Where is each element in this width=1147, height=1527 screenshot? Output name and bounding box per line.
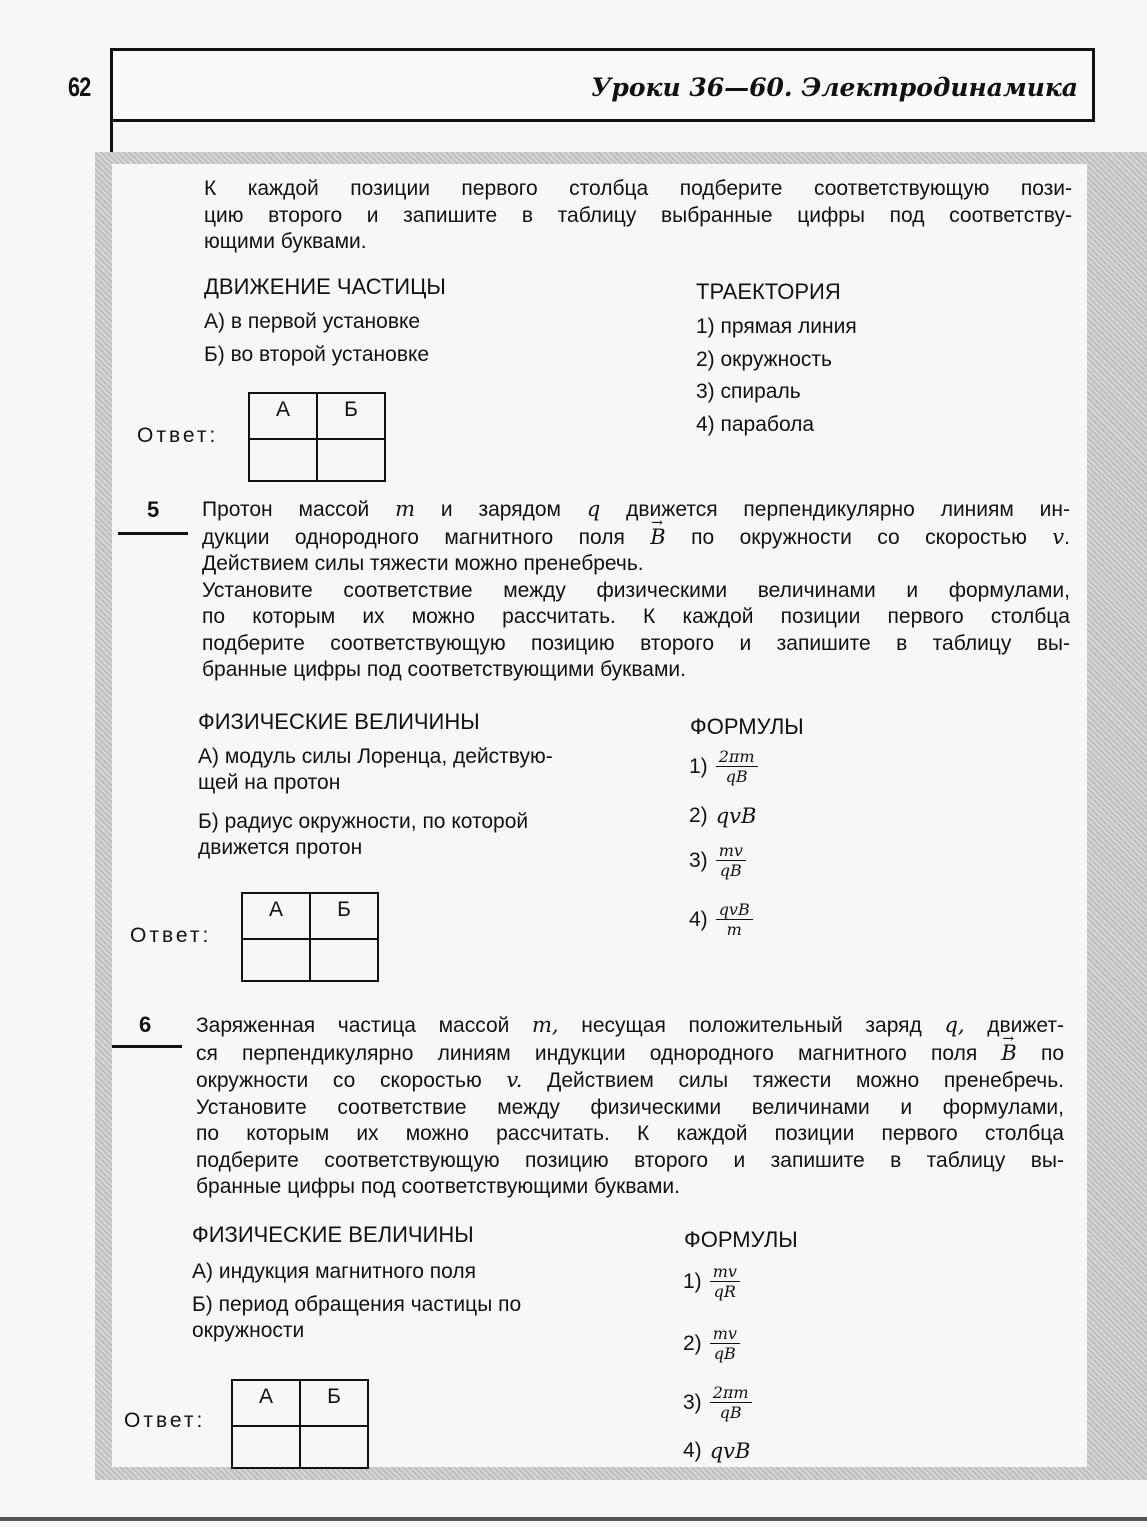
text-line: Действием силы тяжести можно пренебречь. xyxy=(202,552,644,575)
answer-label: Ответ: xyxy=(124,1409,206,1432)
left-item-b xyxy=(192,1292,521,1344)
right-column-title: ФОРМУЛЫ xyxy=(690,714,804,739)
formula-number: 4) xyxy=(689,907,708,931)
page-header xyxy=(110,48,1095,122)
formula-3 xyxy=(683,1383,752,1422)
answer-cell-a[interactable] xyxy=(242,939,310,981)
left-item-b: Б) во второй установке xyxy=(204,343,430,366)
fraction xyxy=(710,1383,752,1422)
denominator: m xyxy=(726,920,742,939)
answer-col-b: Б xyxy=(317,393,385,439)
symbol-m: m, xyxy=(532,1013,559,1037)
fraction xyxy=(710,1262,740,1301)
text-fragment: по xyxy=(1016,1041,1064,1065)
task-rule xyxy=(118,532,188,535)
fraction xyxy=(716,900,753,939)
content-area xyxy=(112,164,1087,1467)
formula-number: 3) xyxy=(689,848,708,872)
symbol-q: q, xyxy=(944,1013,965,1037)
formula-text: qvB xyxy=(715,804,757,828)
answer-col-b: Б xyxy=(300,1380,368,1426)
text-line: бранные цифры под соответствующими буквами. xyxy=(202,658,686,681)
fraction xyxy=(710,1324,740,1363)
right-column-title: ТРАЕКТОРИЯ xyxy=(696,279,841,304)
answer-label: Ответ: xyxy=(130,924,212,947)
formula-number: 1) xyxy=(683,1269,702,1293)
text-line: А) модуль силы Лоренца, действую- xyxy=(198,745,553,768)
text-line: ющими буквами. xyxy=(204,230,367,253)
task-number: 6 xyxy=(139,1012,152,1037)
text-fragment: Действием силы тяжести можно пренебречь. xyxy=(522,1069,1064,1092)
left-column-title: ФИЗИЧЕСКИЕ ВЕЛИЧИНЫ xyxy=(192,1222,474,1247)
right-item-4: 4) парабола xyxy=(696,413,815,436)
text-fragment: несущая положительный заряд xyxy=(558,1014,945,1037)
text-line: по которым их можно рассчитать. К каждой позиции первого столбца xyxy=(202,605,1070,628)
symbol-v: v xyxy=(1052,524,1065,549)
answer-cell-b[interactable] xyxy=(317,439,385,481)
text-line: Установите соответствие между физическими величинами и формулами, xyxy=(196,1095,1064,1119)
answer-cell-b[interactable] xyxy=(300,1426,368,1468)
numerator: qvB xyxy=(716,900,753,920)
text-fragment: окружности со скоростью xyxy=(196,1069,507,1092)
text-fragment: движется перпендикулярно линиям ин- xyxy=(600,498,1070,521)
text-line: цию второго и запишите в таблицу выбранные цифры под соответству- xyxy=(204,203,1072,227)
answer-cell-b[interactable] xyxy=(310,939,378,981)
denominator: qB xyxy=(713,1344,736,1363)
text-line: Б) период обращения частицы по xyxy=(192,1293,522,1316)
page-number: 62 xyxy=(68,72,91,102)
left-item-a xyxy=(198,744,553,796)
header-title: Уроки 36—60. Электродинамика xyxy=(591,73,1078,102)
text-line: К каждой позиции первого столбца подберите соответствующую пози- xyxy=(204,177,1072,200)
text-fragment: Заряженная частица массой xyxy=(196,1014,533,1037)
text-fragment: дукции однородного магнитного поля xyxy=(202,525,651,549)
fraction xyxy=(716,747,758,786)
left-column-title: ДВИЖЕНИЕ ЧАСТИЦЫ xyxy=(204,274,446,299)
formula-1 xyxy=(683,1262,740,1301)
vector-b: → B xyxy=(650,524,665,551)
answer-cell-a[interactable] xyxy=(232,1426,300,1468)
answer-cell-a[interactable] xyxy=(249,439,317,481)
denominator: qB xyxy=(719,861,742,880)
right-item-1: 1) прямая линия xyxy=(696,315,857,338)
left-item-a: А) в первой установке xyxy=(204,310,421,333)
numerator: mv xyxy=(710,1324,740,1344)
text-fragment: . xyxy=(1064,525,1070,549)
task-rule xyxy=(112,1045,182,1048)
task6-text xyxy=(196,1012,1064,1201)
numerator: mv xyxy=(716,841,746,861)
answer-col-a: А xyxy=(249,393,317,439)
text-line: по которым их можно рассчитать. К каждой позиции первого столбца xyxy=(196,1122,1064,1145)
task-number: 5 xyxy=(147,497,160,522)
text-line: Установите соответствие между физическими величинами и формулами, xyxy=(202,578,1070,602)
text-line: подберите соответствующую позицию второго и запишите в таблицу вы- xyxy=(202,631,1070,655)
denominator: qB xyxy=(719,1403,742,1422)
text-line: движется протон xyxy=(198,836,363,859)
right-item-2: 2) окружность xyxy=(696,348,832,371)
formula-number: 2) xyxy=(683,1331,702,1355)
text-line: щей на протон xyxy=(198,771,341,794)
formula-2 xyxy=(689,804,756,828)
text-fragment: Протон массой xyxy=(202,498,396,521)
left-item-b xyxy=(198,809,528,861)
text-line: Б) радиус окружности, по которой xyxy=(198,810,529,833)
text-line: бранные цифры под соответствующими буквами. xyxy=(196,1175,680,1198)
formula-3 xyxy=(689,841,746,880)
answer-table xyxy=(241,892,379,982)
numerator: mv xyxy=(710,1262,740,1282)
answer-col-b: Б xyxy=(310,893,378,939)
text-fragment: и зарядом xyxy=(415,498,587,521)
symbol-m: m xyxy=(395,497,416,521)
symbol-q: q xyxy=(586,497,601,521)
symbol-v: v. xyxy=(506,1068,523,1092)
numerator: 2πm xyxy=(716,747,758,767)
answer-table xyxy=(231,1379,369,1469)
answer-col-a: А xyxy=(242,893,310,939)
text-fragment: движет- xyxy=(964,1014,1064,1037)
answer-col-a: А xyxy=(232,1380,300,1426)
text-line: подберите соответствующую позицию второго и запишите в таблицу вы- xyxy=(196,1148,1064,1172)
task5-text xyxy=(202,496,1070,684)
formula-number: 1) xyxy=(689,754,708,778)
formula-4 xyxy=(689,900,753,939)
formula-1 xyxy=(689,747,758,786)
intro-instruction xyxy=(204,176,1072,256)
formula-number: 2) xyxy=(689,804,708,827)
vector-b: → B xyxy=(1001,1040,1016,1067)
denominator: qB xyxy=(725,767,748,786)
formula-2 xyxy=(683,1324,740,1363)
formula-number: 3) xyxy=(683,1390,702,1414)
left-column-title: ФИЗИЧЕСКИЕ ВЕЛИЧИНЫ xyxy=(198,709,480,734)
left-item-a: А) индукция магнитного поля xyxy=(192,1260,476,1283)
right-column-title: ФОРМУЛЫ xyxy=(684,1227,798,1252)
fraction xyxy=(716,841,746,880)
bottom-rule xyxy=(0,1517,1147,1521)
right-item-3: 3) спираль xyxy=(696,380,801,403)
numerator: 2πm xyxy=(710,1383,752,1403)
formula-text: qvB xyxy=(709,1439,751,1463)
text-fragment: ся перпендикулярно линиям индукции однородного магнитного поля xyxy=(196,1041,1002,1065)
formula-4 xyxy=(683,1439,750,1463)
denominator: qR xyxy=(713,1282,736,1301)
answer-table xyxy=(248,392,386,482)
answer-label: Ответ: xyxy=(137,424,219,447)
text-fragment: по окружности со скоростью xyxy=(665,525,1053,549)
formula-number: 4) xyxy=(683,1439,702,1462)
text-line: окружности xyxy=(192,1319,305,1342)
